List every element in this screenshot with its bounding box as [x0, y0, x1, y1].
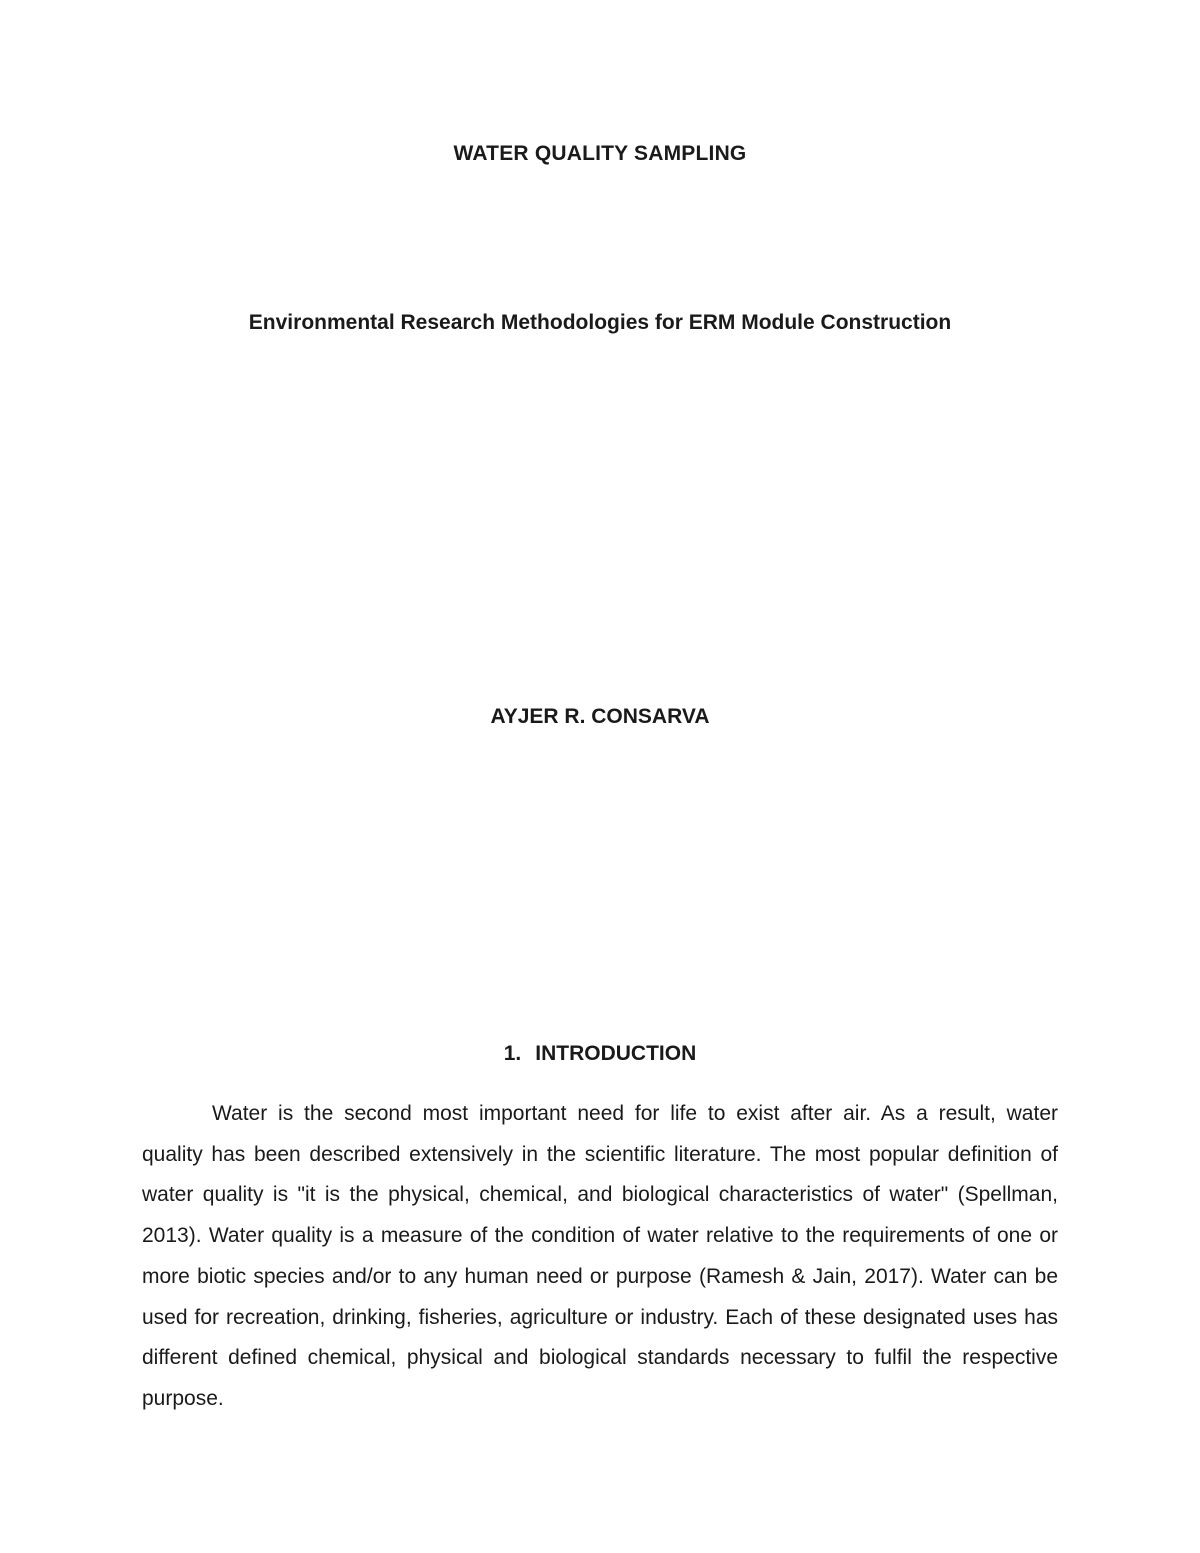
section-number: 1.: [503, 1042, 522, 1065]
section-title: INTRODUCTION: [535, 1042, 697, 1065]
author-name: AYJER R. CONSARVA: [490, 705, 710, 728]
document-title: WATER QUALITY SAMPLING: [453, 142, 747, 165]
document-subtitle: Environmental Research Methodologies for ERM Module Construction: [248, 311, 952, 334]
section-heading: [0, 1042, 1200, 1066]
introduction-paragraph: Water is the second most important need for life to exist after air. As a result, water quality has been described extensively in the scientific literature. The most popular definition of water quality is "it is the physical, chemical, and biological characteristics of water" (Spellman, 2013). Water quality is a measure of the condition of water relative to the requirements of one or more biotic species and/or to any human need or purpose (Ramesh & Jain, 2017). Water can be used for recreation, drinking, fisheries, agriculture or industry. Each of these designated uses has different defined chemical, physical and biological standards necessary to fulfil the respective purpose.: [142, 1102, 1058, 1410]
